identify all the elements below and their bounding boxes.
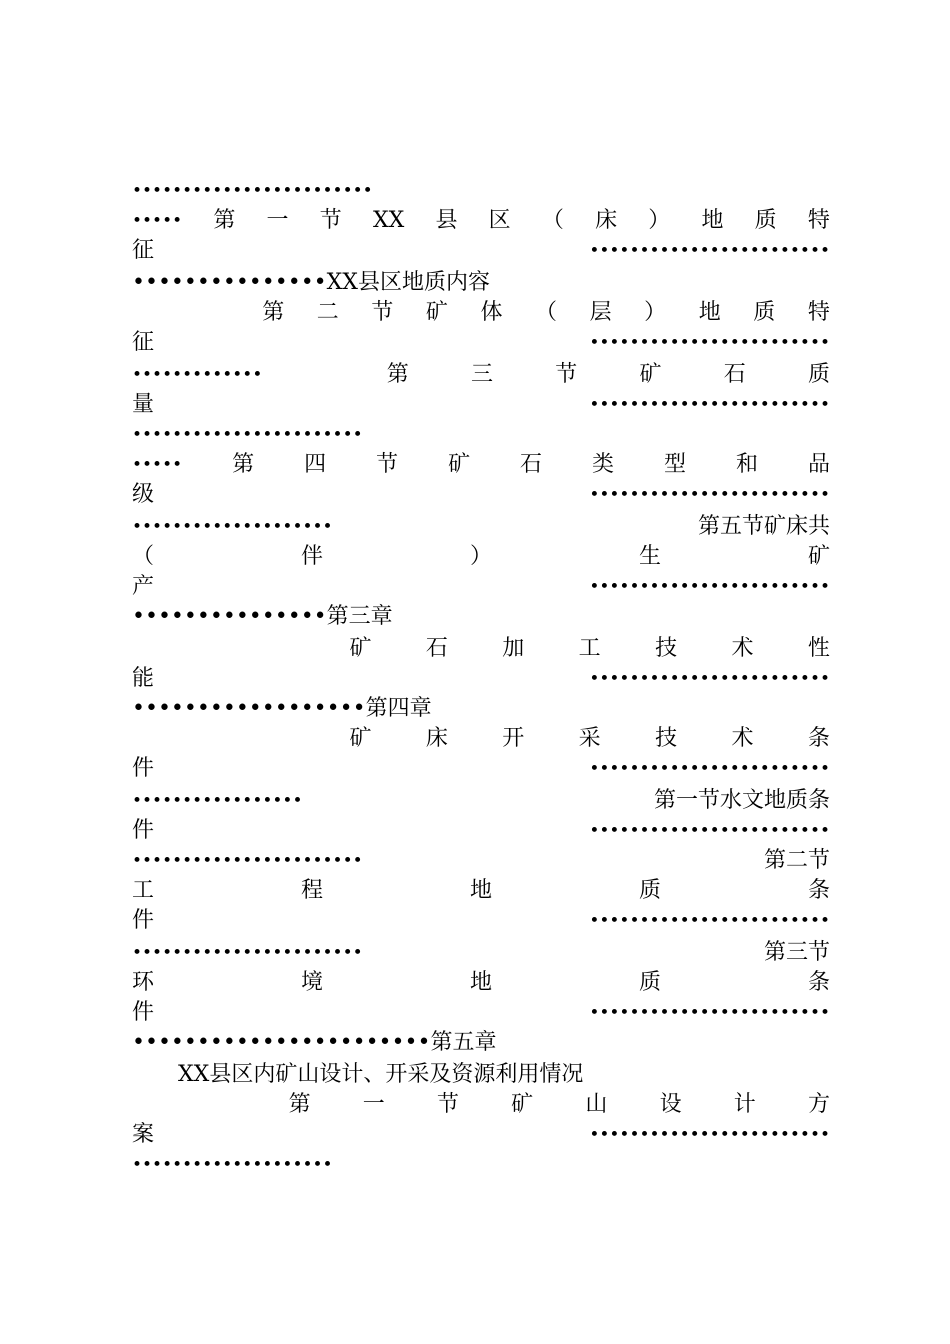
toc-text: 第一节水文地质条 (653, 788, 830, 813)
toc-dot-leader: •••••••••••••••••••••••• (589, 821, 830, 841)
toc-dot-leader: •••••••••••••••••••••••• (589, 577, 830, 597)
toc-dot-leader: •••••••••••••••••••••••• (589, 1125, 830, 1145)
toc-line (132, 480, 830, 510)
toc-line (132, 938, 830, 968)
toc-text: 开 (502, 726, 525, 751)
toc-text: 质 (807, 362, 830, 387)
toc-text: 能 (132, 666, 155, 691)
toc-text: 和 (736, 452, 759, 477)
toc-text: 床 (595, 208, 618, 233)
toc-text: 一 (266, 208, 289, 233)
toc-text: 生 (638, 544, 661, 569)
toc-line (132, 360, 830, 390)
toc-line (132, 876, 830, 906)
toc-dot-leader: •••••••••••••••••••••••• (589, 395, 830, 415)
toc-text: （ (132, 544, 155, 569)
toc-text: 条 (807, 970, 830, 995)
toc-text: 石 (520, 452, 543, 477)
toc-text: ） (648, 208, 671, 233)
toc-text: 第 (288, 1092, 311, 1117)
toc-text: 石 (425, 636, 448, 661)
toc-text: 特 (807, 208, 830, 233)
toc-line (132, 176, 830, 206)
toc-dot-leader: •••••••••••••••••••••••• (589, 911, 830, 931)
toc-text: 特 (807, 300, 830, 325)
toc-line (132, 542, 830, 572)
toc-text: 质 (638, 970, 661, 995)
toc-text: 级 (132, 482, 155, 507)
toc-text: 环 (132, 970, 155, 995)
toc-text: 技 (655, 636, 678, 661)
toc-text: •••••••••••••••••••••••第五章 (132, 1030, 497, 1055)
toc-line (178, 1060, 830, 1090)
toc-line (132, 1150, 830, 1180)
toc-text: （ (541, 208, 564, 233)
toc-text: 地 (469, 878, 492, 903)
toc-dot-leader: •••••••••••••••••••••••• (589, 1003, 830, 1023)
toc-text: 四 (304, 452, 327, 477)
toc-text: 第 (213, 208, 236, 233)
toc-text: 层 (589, 300, 612, 325)
toc-text: 工 (578, 636, 601, 661)
toc-line (132, 512, 830, 542)
toc-text: 二 (316, 300, 339, 325)
toc-line (132, 602, 830, 632)
toc-text: 质 (753, 300, 776, 325)
toc-line (132, 328, 830, 358)
toc-text: 节 (436, 1092, 459, 1117)
toc-text: 加 (502, 636, 525, 661)
toc-dot-leader: ••••• (132, 211, 183, 231)
toc-line (132, 968, 830, 998)
toc-text: 征 (132, 330, 155, 355)
toc-line (132, 572, 830, 602)
toc-line (132, 846, 830, 876)
toc-text: （ (535, 300, 558, 325)
toc-line (132, 724, 830, 754)
toc-text: 区 (488, 208, 511, 233)
toc-text: 术 (731, 726, 754, 751)
toc-text: 件 (132, 1000, 155, 1025)
toc-line (132, 906, 830, 936)
toc-line (132, 268, 830, 298)
toc-line (132, 786, 830, 816)
toc-text: 第 (232, 452, 255, 477)
toc-text: 第五节矿床共 (697, 514, 830, 539)
toc-line (132, 1120, 830, 1150)
toc-text: 性 (807, 636, 830, 661)
toc-line (132, 298, 830, 328)
toc-text: 第 (262, 300, 285, 325)
toc-text: 矿 (448, 452, 471, 477)
toc-text: 量 (132, 392, 155, 417)
toc-text: ） (644, 300, 667, 325)
toc-text: 节 (376, 452, 399, 477)
toc-dot-leader: •••••••••••••••••••• (132, 517, 333, 537)
toc-text: 工 (132, 878, 155, 903)
toc-text: 计 (733, 1092, 756, 1117)
toc-dot-leader: ••••••••••••••••••••••• (132, 943, 363, 963)
toc-text: 案 (132, 1122, 155, 1147)
toc-text: •••••••••••••••第三章 (132, 604, 393, 629)
toc-dot-leader: ••••••••••••••••••••••• (132, 425, 363, 445)
toc-text: 技 (655, 726, 678, 751)
toc-line (132, 236, 830, 266)
toc-text: XX (372, 208, 405, 233)
toc-text: XX县区内矿山设计、开采及资源利用情况 (178, 1062, 584, 1087)
toc-text: 一 (362, 1092, 385, 1117)
toc-dot-leader: ••••••••••••• (132, 365, 263, 385)
toc-dot-leader: •••••••••••••••••••• (132, 1155, 333, 1175)
toc-text: 地 (469, 970, 492, 995)
toc-line (132, 694, 830, 724)
toc-text: 征 (132, 238, 155, 263)
toc-text: 地 (701, 208, 724, 233)
toc-text: 体 (480, 300, 503, 325)
toc-line (132, 1090, 830, 1120)
toc-text: 节 (555, 362, 578, 387)
toc-text: 矿 (511, 1092, 534, 1117)
toc-line (132, 634, 830, 664)
toc-text: 方 (807, 1092, 830, 1117)
toc-text: 件 (132, 756, 155, 781)
toc-text: 地 (698, 300, 721, 325)
toc-text: 术 (731, 636, 754, 661)
toc-text: 产 (132, 574, 155, 599)
toc-text: 节 (319, 208, 342, 233)
toc-line (132, 754, 830, 784)
toc-dot-leader: •••••••••••••••••••••••• (589, 333, 830, 353)
toc-dot-leader: •••••••••••••••••••••••• (589, 669, 830, 689)
toc-text: 条 (807, 726, 830, 751)
toc-text: 第二节 (763, 848, 830, 873)
toc-dot-leader: •••••••••••••••••••••••• (589, 759, 830, 779)
toc-text: 石 (723, 362, 746, 387)
toc-line (132, 206, 830, 236)
toc-text: 质 (754, 208, 777, 233)
toc-text: 采 (578, 726, 601, 751)
toc-dot-leader: •••••••••••••••••••••••• (589, 241, 830, 261)
toc-text: 设 (659, 1092, 682, 1117)
toc-dot-leader: ••••• (132, 455, 183, 475)
toc-text: 类 (592, 452, 615, 477)
toc-text: 县 (435, 208, 458, 233)
toc-text: •••••••••••••••XX县区地质内容 (132, 270, 490, 295)
toc-dot-leader: •••••••••••••••••••••••• (132, 181, 373, 201)
toc-text: 床 (425, 726, 448, 751)
toc-line (132, 450, 830, 480)
toc-text: ••••••••••••••••••第四章 (132, 696, 432, 721)
toc-line (132, 390, 830, 420)
toc-dot-leader: •••••••••••••••••••••••• (589, 485, 830, 505)
toc-text: 第 (386, 362, 409, 387)
toc-text: 第三节 (763, 940, 830, 965)
toc-line (132, 998, 830, 1028)
toc-text: 节 (371, 300, 394, 325)
toc-text: 件 (132, 908, 155, 933)
toc-text: 矿 (425, 300, 448, 325)
toc-text: ） (469, 544, 492, 569)
toc-text: 境 (300, 970, 323, 995)
toc-text: 矿 (639, 362, 662, 387)
toc-text: 型 (664, 452, 687, 477)
toc-line (132, 664, 830, 694)
toc-text: 山 (585, 1092, 608, 1117)
toc-line (132, 816, 830, 846)
toc-text: 程 (300, 878, 323, 903)
toc-text: 件 (132, 818, 155, 843)
toc-text: 条 (807, 878, 830, 903)
toc-text: 矿 (807, 544, 830, 569)
toc-text: 品 (807, 452, 830, 477)
toc-text: 矿 (349, 636, 372, 661)
toc-text: 伴 (300, 544, 323, 569)
toc-text: 质 (638, 878, 661, 903)
toc-text: 矿 (349, 726, 372, 751)
toc-line (132, 420, 830, 450)
toc-line (132, 1028, 830, 1058)
toc-dot-leader: ••••••••••••••••••••••• (132, 851, 363, 871)
toc-dot-leader: ••••••••••••••••• (132, 791, 303, 811)
toc-text: 三 (471, 362, 494, 387)
